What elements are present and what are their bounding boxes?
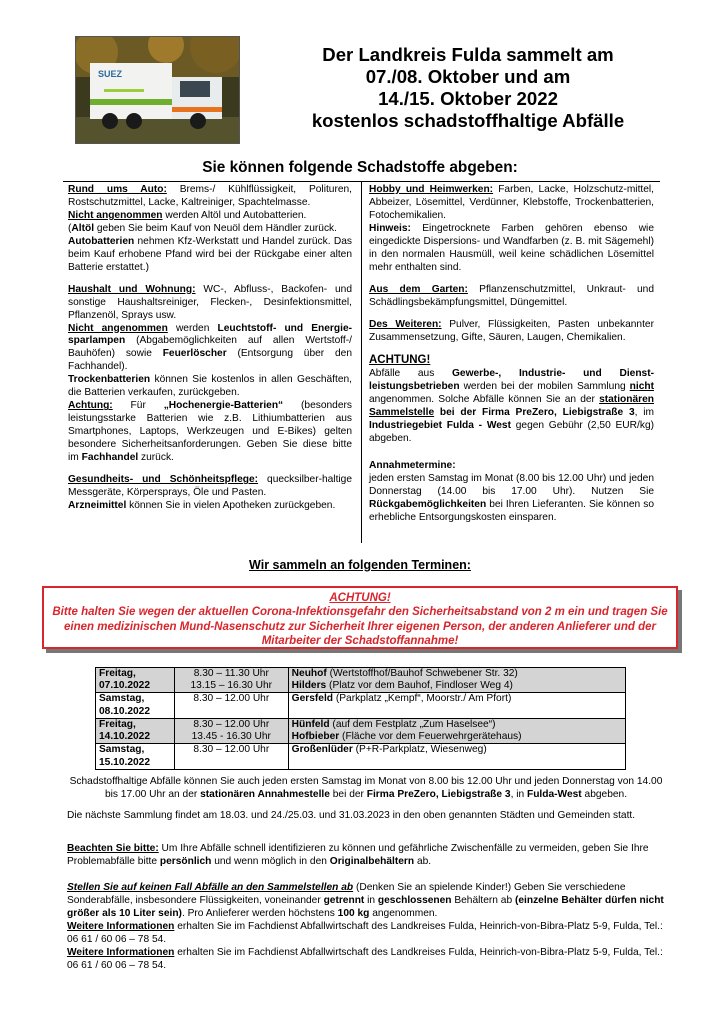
info-text: erhalten Sie im Fachdienst Abfallwirtschaft des Landkreises Fulda, Heinrich-von-Bibra-Platz 5-9, Fulda, Tel.: 06 61 / 60 06 – 78 54. bbox=[67, 946, 663, 971]
location-detail: (P+R-Parkplatz, Wiesenweg) bbox=[352, 744, 487, 756]
section-text: nehmen Kfz-Werkstatt und Handel zurück. Das beim Kauf erhobene Pfand wird bei der Rückgabe einer alten Batterie erstattet.) bbox=[68, 235, 352, 273]
warning-title: ACHTUNG! bbox=[329, 592, 391, 604]
section-achtung bbox=[369, 353, 654, 445]
title-line: Der Landkreis Fulda sammelt am bbox=[322, 44, 614, 65]
section-text: zurück. bbox=[138, 452, 174, 464]
bold-term: Gewerbe-, Industrie- und Dienst-leistungsbetrieben bbox=[369, 368, 654, 393]
bold-term: (einzelne Behälter dürfen nicht größer als 10 Liter sein) bbox=[67, 894, 664, 919]
time-cell bbox=[174, 668, 288, 693]
info-heading: Weitere Informationen bbox=[67, 946, 175, 958]
section-auto bbox=[68, 184, 352, 275]
date-label: 07.10.2022 bbox=[99, 680, 150, 692]
location-cell bbox=[288, 718, 625, 743]
section-annahme bbox=[369, 460, 654, 525]
location-cell bbox=[288, 668, 625, 693]
section-haushalt bbox=[68, 284, 352, 465]
location-detail: (Parkplatz „Kempf“, Moorstr./ Am Pfort) bbox=[333, 693, 512, 705]
time-cell bbox=[174, 693, 288, 718]
location-detail: (Fläche vor dem Feuerwehrgerätehaus) bbox=[339, 731, 522, 743]
note-text: ab. bbox=[414, 855, 432, 867]
note-text: Um Ihre Abfälle schnell identifizieren zu können und gefährliche Zwischenfälle zu vermeiden, geben Sie Ihre Problemabfälle bitte bbox=[67, 843, 649, 867]
time-cell bbox=[174, 744, 288, 769]
stellen-note bbox=[67, 882, 667, 973]
day-label: Freitag, bbox=[99, 668, 136, 679]
note-text: und wenn möglich in den bbox=[211, 855, 330, 867]
bold-term: Trockenbatterien bbox=[68, 374, 151, 386]
section-heading: Hobby und Heimwerken: bbox=[369, 184, 494, 195]
table-row bbox=[96, 693, 626, 718]
bold-term: Arzneimittel bbox=[68, 499, 127, 511]
section-text: , im bbox=[634, 406, 654, 418]
schedule-table bbox=[95, 667, 626, 770]
next-collection-note: Die nächste Sammlung findet am 18.03. und 24./25.03. und 31.03.2023 in den oben genannten Städten und Gemeinden statt. bbox=[67, 810, 636, 821]
table-row bbox=[96, 668, 626, 693]
bold-term: persönlich bbox=[159, 855, 212, 867]
section-text: Pulver, Flüssigkeiten, Pasten unbekannter Zusammensetzung, Gifte, Säuren, Laugen, Chemikalien. bbox=[369, 318, 654, 343]
location-detail: (Wertstoffhof/Bauhof Schwebener Str. 32) bbox=[326, 668, 518, 679]
right-column bbox=[369, 184, 654, 534]
bold-term: Originalbehältern bbox=[329, 855, 415, 867]
bold-term: stationären Sammelstelle bbox=[369, 393, 654, 418]
date-cell bbox=[96, 718, 175, 743]
location-detail: (Platz vor dem Bauhof, Findloser Weg 4) bbox=[326, 680, 513, 692]
truck-illustration bbox=[76, 37, 240, 144]
table-row bbox=[96, 744, 626, 769]
town-name: Gersfeld bbox=[291, 693, 334, 705]
time-label: 8.30 – 12.00 Uhr bbox=[193, 744, 270, 756]
section-text: Farben, Lacke, Holzschutz-mittel, Abbeizer, Lösemittel, Verdünner, Klebstoffe, Trockenbatterien, Fotochemikalien. bbox=[369, 184, 654, 221]
bold-term: getrennt bbox=[323, 894, 365, 906]
truck-photo bbox=[75, 36, 240, 144]
location-cell bbox=[288, 744, 625, 769]
table-row bbox=[96, 718, 626, 743]
section-text: angenommen. Solche Abfälle können Sie an der bbox=[369, 393, 600, 405]
section-text: bei Ihren Lieferanten. Sie können so erhebliche Entsorgungskosten einsparen. bbox=[369, 498, 654, 523]
note-text: . Pro Anlieferer werden höchstens bbox=[181, 907, 338, 919]
town-name: Großenlüder bbox=[291, 744, 353, 756]
bold-term: Firma PreZero, Liebigstraße 3 bbox=[366, 788, 511, 800]
title-line: 07./08. Oktober und am bbox=[365, 65, 571, 87]
note-text: abgeben. bbox=[581, 788, 628, 800]
section-heading: Aus dem Garten: bbox=[369, 283, 468, 295]
section-text: Brems-/ Kühlflüssigkeit, Polituren, Rostschutzmittel, Lacke, Kaltreiniger, Spachtelmasse. bbox=[68, 184, 353, 208]
stationary-note bbox=[66, 776, 666, 802]
bold-term: Fulda-West bbox=[526, 788, 582, 800]
section-text: können Sie kostenlos in allen Geschäften, die Batterien verkaufen, zurückgeben. bbox=[68, 374, 352, 399]
section-text: werden bei der mobilen Sammlung bbox=[459, 381, 630, 393]
section-heading: Gesundheits- und Schönheitspflege: bbox=[68, 474, 259, 486]
town-name: Hünfeld bbox=[291, 718, 330, 730]
warning-label: Achtung: bbox=[68, 400, 113, 412]
paren: ( bbox=[68, 222, 72, 234]
note-heading: Stellen Sie auf keinen Fall Abfälle an den Sammelstellen ab bbox=[67, 882, 354, 893]
section-heading: Annahmetermine: bbox=[369, 459, 456, 471]
corona-warning-box bbox=[42, 586, 678, 649]
bold-term: „Hochenergie-Batterien“ bbox=[163, 400, 284, 412]
section-text: können Sie in vielen Apotheken zurückgeben. bbox=[126, 499, 336, 511]
bold-term: Hinweis: bbox=[369, 222, 411, 234]
note-text: in bbox=[364, 894, 378, 906]
time-label: 8.30 – 11.30 Uhr bbox=[193, 668, 269, 679]
bold-term: nicht bbox=[629, 381, 654, 393]
location-detail: (auf dem Festplatz „Zum Haselsee“) bbox=[329, 718, 496, 730]
schedule-heading: Wir sammeln an folgenden Terminen: bbox=[249, 558, 471, 572]
date-cell bbox=[96, 693, 175, 718]
achtung-heading: ACHTUNG! bbox=[369, 354, 431, 367]
time-label: 8.30 – 12.00 Uhr bbox=[193, 693, 270, 705]
bold-term: stationären Annahmestelle bbox=[200, 788, 330, 800]
bold-term: Altöl bbox=[71, 222, 95, 234]
date-label: 08.10.2022 bbox=[99, 705, 150, 717]
section-gesundheit bbox=[68, 474, 352, 513]
section-text: (besonders leistungsstarke Batterien wie z.B. Lithiumbatterien aus Smartphones, Laptops, Werkzeugen und E-Bikes) gelten besondere Sicherheitsanforderungen. Geben Sie diese bitte im bbox=[68, 400, 352, 464]
truck-logo: SUEZ bbox=[98, 69, 123, 79]
location-cell bbox=[288, 693, 625, 718]
town-name: Neuhof bbox=[291, 668, 327, 679]
time-label: 13.15 – 16.30 Uhr bbox=[190, 680, 273, 692]
page-title bbox=[258, 44, 678, 132]
town-name: Hofbieber bbox=[291, 731, 340, 743]
section-text: Für bbox=[112, 400, 164, 412]
info-text: erhalten Sie im Fachdienst Abfallwirtschaft des Landkreises Fulda, Heinrich-von-Bibra-Platz 5-9, Fulda, Tel.: 06 61 / 60 06 – 78 54. bbox=[67, 920, 663, 945]
note-text: Behältern ab bbox=[451, 894, 515, 906]
section-text: jeden ersten Samstag im Monat (8.00 bis 12.00 Uhr) und jeden Donnerstag (14.00 bis 17.00 Uhr). Nutzen Sie bbox=[369, 472, 654, 497]
info-heading: Weitere Informationen bbox=[67, 920, 175, 932]
section-text: WC-, Abfluss-, Backofen- und sonstige Haushaltsreiniger, Flecken-, Desinfektionsmittel, Pflanzenöl, Sprays usw. bbox=[68, 283, 353, 321]
day-label: Freitag, bbox=[99, 718, 136, 730]
section-weiteren bbox=[369, 319, 654, 345]
section-text: gegen Gebühr (2,50 EUR/kg) abgeben. bbox=[369, 419, 654, 444]
date-label: 14.10.2022 bbox=[99, 731, 150, 743]
section-text: werden bbox=[167, 322, 218, 334]
time-label: 13.45 - 16.30 Uhr bbox=[191, 731, 271, 743]
warning-text: Bitte halten Sie wegen der aktuellen Corona-Infektionsgefahr den Sicherheitsabstand von 2 m ein und tragen Sie einen medizinischen Mund-Nasenschutz zur Sicherheit Ihrer eigenen Person, der anderen Anlieferer und der Mitarbeiter der Schadstoffannahme! bbox=[52, 606, 668, 648]
town-name: Hilders bbox=[291, 680, 327, 692]
day-label: Samstag, bbox=[99, 744, 145, 756]
page-subtitle: Sie können folgende Schadstoffe abgeben: bbox=[202, 159, 518, 176]
column-divider bbox=[361, 182, 362, 543]
section-garten bbox=[369, 284, 654, 310]
section-text: Eingetrocknete Farben gehören ebenso wie eingedickte Dispersions- und Wandfarben (z. B. mit Sägemehl) in den normalen Hausmüll, weil keine schädlichen Lösemittel mehr enthalten sind. bbox=[369, 222, 654, 273]
bold-term: Feuerlöscher bbox=[162, 348, 227, 360]
bold-term: 100 kg bbox=[337, 907, 370, 919]
note-text: Schadstoffhaltige Abfälle können Sie auch jeden ersten Samstag im Monat von 8.00 bis 12.00 Uhr und jeden Donnerstag von 14.00 bis 17.00 Uhr an der bbox=[69, 776, 663, 800]
bold-term: Leuchtstoff- und Energie-sparlampen bbox=[68, 322, 353, 347]
section-text: werden Altöl und Autobatterien. bbox=[162, 209, 307, 221]
date-label: 15.10.2022 bbox=[99, 756, 150, 768]
note-heading: Beachten Sie bitte: bbox=[67, 843, 159, 854]
date-cell bbox=[96, 668, 175, 693]
section-text: quecksilber-haltige Messgeräte, Körpersprays, Öle und Pasten. bbox=[68, 474, 352, 498]
time-cell bbox=[174, 718, 288, 743]
bold-term: Fachhandel bbox=[81, 452, 139, 464]
left-column bbox=[68, 184, 352, 522]
section-heading: Rund ums Auto: bbox=[68, 184, 167, 195]
note-text: , in bbox=[510, 788, 527, 800]
note-text: angenommen. bbox=[369, 907, 438, 919]
section-hobby bbox=[369, 184, 654, 275]
bold-term: Industriegebiet Fulda - West bbox=[369, 419, 511, 431]
section-heading: Haushalt und Wohnung: bbox=[68, 283, 196, 295]
bold-term: Rückgabemöglichkeiten bbox=[369, 498, 487, 510]
beachten-note bbox=[67, 843, 667, 869]
bold-term: bei der Firma PreZero, Liebigstraße 3 bbox=[434, 406, 635, 418]
section-text: geben Sie beim Kauf von Neuöl dem Händler zurück. bbox=[94, 222, 337, 234]
time-label: 8.30 – 12.00 Uhr bbox=[193, 718, 270, 730]
not-accepted-label: Nicht angenommen bbox=[68, 322, 168, 334]
section-text: Abfälle aus bbox=[369, 368, 452, 380]
note-text: (Denken Sie an spielende Kinder!) Geben Sie verschiedene Sonderabfälle, insbesondere Flüssigkeiten, voneinander bbox=[67, 882, 626, 906]
bold-term: geschlossenen bbox=[377, 894, 452, 906]
note-text: bei der bbox=[329, 788, 367, 800]
section-text: (Abgabemöglichkeiten auf allen Wertstoff-/ Bauhöfen) sowie bbox=[68, 335, 352, 360]
not-accepted-label: Nicht angenommen bbox=[68, 209, 163, 221]
title-line: kostenlos schadstoffhaltige Abfälle bbox=[311, 109, 625, 131]
day-label: Samstag, bbox=[99, 693, 145, 705]
section-heading: Des Weiteren: bbox=[369, 318, 442, 330]
title-line: 14./15. Oktober 2022 bbox=[378, 87, 558, 109]
date-cell bbox=[96, 744, 175, 769]
section-text: (Entsorgung über den Fachhandel). bbox=[68, 348, 352, 373]
bold-term: Autobatterien bbox=[68, 235, 135, 247]
section-text: Pflanzenschutzmittel, Unkraut- und Schädlingsbekämpfungsmittel, Düngemittel. bbox=[369, 283, 654, 308]
